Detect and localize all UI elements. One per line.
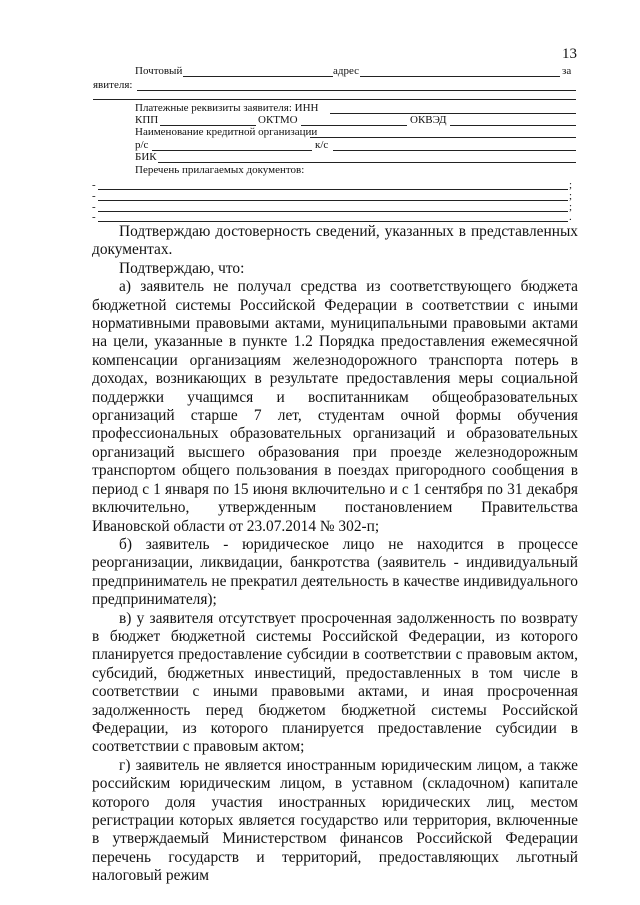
doc-line-field[interactable] bbox=[98, 189, 568, 190]
doc-line-field[interactable] bbox=[98, 200, 568, 201]
item-v-paragraph: в) у заявителя отсутствует просроченная задолженность по возврату в бюджет бюджетной системы Российской Федерации, из которого планируется предоставление субсидии в соответствии с правовым актом, субсидий, бюджетных инвестиций, предоставленных в том числе в соответствии с иными правовыми актами, и иная просроченная задолженность перед бюджетом бюджетной системы Российской Федерации, из которого планируется предоставление субсидии в соответствии с правовым актом; bbox=[92, 609, 578, 756]
doc-line-field[interactable] bbox=[98, 211, 568, 212]
postal-label: Почтовый bbox=[135, 65, 183, 77]
bank-name-label: Наименование кредитной организации bbox=[135, 126, 318, 138]
item-b-paragraph: б) заявитель - юридическое лицо не находится в процессе реорганизации, ликвидации, банкротства (заявитель - индивидуальный предприниматель не прекратил деятельность в качестве индивидуального предпринимателя); bbox=[92, 535, 578, 609]
item-a-paragraph: а) заявитель не получал средства из соответствующего бюджета бюджетной системы Российской Федерации в соответствии с иными нормативными правовыми актами, муниципальными правовыми актами на цели, указанные в пункте 1.2 Порядка предоставления ежемесячной компенсации организациям железнодорожного транспорта потерь в доходах, возникающих в результате предоставления меры социальной поддержки учащимся и воспитанникам общеобразовательных организаций старше 7 лет, студентам очной формы обучения профессиональных образовательных организаций и образовательных организаций высшего образования при проезде железнодорожным транспортом общего пользования в поездах пригородного сообщения в период с 1 января по 15 июня включительно и с 1 сентября по 31 декабря включительно, утвержденным постановлением Правительства Ивановской области от 23.07.2014 № 302-п; bbox=[92, 278, 578, 535]
confirm-validity-paragraph: Подтверждаю достоверность сведений, указанных в представленных документах. bbox=[92, 223, 578, 259]
doc-line-suffix: ; bbox=[569, 190, 573, 202]
doc-line-suffix: . bbox=[569, 211, 572, 223]
ks-label: к/с bbox=[315, 139, 329, 151]
payment-details-label: Платежные реквизиты заявителя: ИНН bbox=[135, 102, 319, 114]
address-field[interactable] bbox=[360, 76, 560, 77]
postal-field[interactable] bbox=[183, 76, 333, 77]
body-text bbox=[92, 223, 578, 886]
doc-line-suffix: ; bbox=[569, 179, 573, 191]
okved-field[interactable] bbox=[450, 125, 576, 126]
doc-line-prefix: - bbox=[92, 201, 96, 213]
inn-field[interactable] bbox=[330, 113, 576, 114]
rs-field[interactable] bbox=[152, 150, 312, 151]
ks-field[interactable] bbox=[333, 150, 576, 151]
bank-name-field[interactable] bbox=[310, 137, 576, 138]
doc-line-suffix: ; bbox=[569, 201, 573, 213]
bik-field[interactable] bbox=[158, 162, 576, 163]
page-number: 13 bbox=[562, 46, 577, 62]
doc-line-prefix: - bbox=[92, 211, 96, 223]
rs-label: р/с bbox=[135, 139, 149, 151]
applicant-field-extra[interactable] bbox=[93, 99, 576, 100]
confirm-that-paragraph: Подтверждаю, что: bbox=[119, 259, 245, 277]
attached-docs-label: Перечень прилагаемых документов: bbox=[135, 164, 305, 176]
item-g-paragraph: г) заявитель не является иностранным юридическим лицом, а также российским юридическим лицом, в уставном (складочном) капитале которого доля участия иностранных юридических лиц, местом регистрации которых является государство или территория, включенные в утверждаемый Министерством финансов Российской Федерации перечень государств и территорий, предоставляющих льготный налоговый режим bbox=[92, 756, 578, 885]
kpp-label: КПП bbox=[135, 114, 159, 126]
address-label: адрес bbox=[333, 65, 360, 77]
doc-line-prefix: - bbox=[92, 179, 96, 191]
oktmo-label: ОКТМО bbox=[258, 114, 298, 126]
doc-line-prefix: - bbox=[92, 190, 96, 202]
za-label: за bbox=[562, 65, 572, 77]
applicant-label: явителя: bbox=[93, 79, 133, 91]
applicant-field[interactable] bbox=[137, 90, 576, 91]
okved-label: ОКВЭД bbox=[410, 114, 447, 126]
doc-line-field[interactable] bbox=[98, 221, 568, 222]
bik-label: БИК bbox=[135, 151, 157, 163]
